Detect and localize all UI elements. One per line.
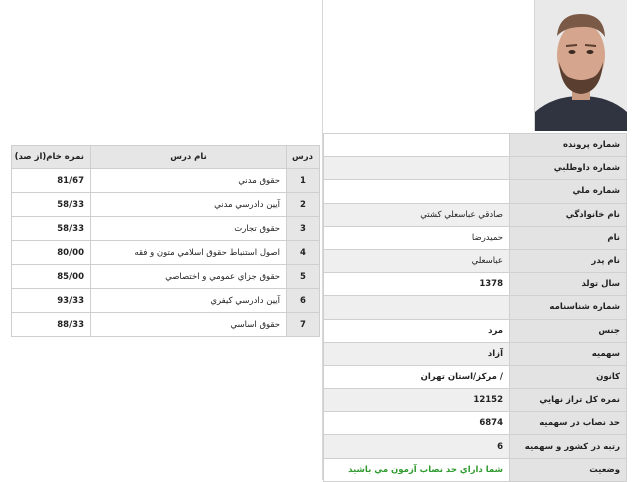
- table-row: [12, 265, 320, 289]
- table-row: [324, 296, 627, 319]
- field-value-birth-year: 1378: [324, 273, 510, 296]
- field-value-first-name: حميدرضا: [324, 226, 510, 249]
- course-score: 85/00: [12, 265, 91, 289]
- table-row: [324, 458, 627, 481]
- field-label-last-name: نام خانوادگي: [510, 203, 627, 226]
- person-photo-icon: [535, 0, 627, 131]
- table-row: [324, 365, 627, 388]
- table-row: [324, 412, 627, 435]
- field-label-bar-center: كانون: [510, 365, 627, 388]
- header-course-number: درس: [287, 146, 320, 169]
- course-score: 80/00: [12, 241, 91, 265]
- table-row: [324, 273, 627, 296]
- table-row: [324, 319, 627, 342]
- table-row: [12, 217, 320, 241]
- course-name: آيين دادرسي مدني: [91, 193, 287, 217]
- course-number: 5: [287, 265, 320, 289]
- field-value-rank: 6: [324, 435, 510, 458]
- course-score: 81/67: [12, 169, 91, 193]
- field-value-last-name: صادقي عباسعلي كشتي: [324, 203, 510, 226]
- field-label-applicant-number: شماره داوطلبي: [510, 157, 627, 180]
- field-label-final-score: نمره كل تراز نهايي: [510, 389, 627, 412]
- table-row: [12, 289, 320, 313]
- candidate-info-table: [323, 133, 627, 482]
- table-row: [324, 157, 627, 180]
- table-row: [324, 435, 627, 458]
- table-row: [12, 193, 320, 217]
- field-value-id-card-number: [324, 296, 510, 319]
- candidate-photo: [534, 0, 627, 131]
- field-label-national-id: شماره ملي: [510, 180, 627, 203]
- field-value-bar-center: / مركز/استان تهران: [324, 365, 510, 388]
- course-number: 3: [287, 217, 320, 241]
- field-label-id-card-number: شماره شناسنامه: [510, 296, 627, 319]
- course-score: 58/33: [12, 217, 91, 241]
- field-label-father-name: نام پدر: [510, 249, 627, 272]
- field-value-applicant-number: [324, 157, 510, 180]
- header-raw-score: نمره خام(از صد): [12, 146, 91, 169]
- course-scores-table: [11, 145, 320, 337]
- course-name: اصول استنباط حقوق اسلامي متون و فقه: [91, 241, 287, 265]
- table-row: [324, 342, 627, 365]
- table-row: [324, 134, 627, 157]
- course-name: حقوق مدني: [91, 169, 287, 193]
- course-number: 7: [287, 313, 320, 337]
- field-value-final-score: 12152: [324, 389, 510, 412]
- field-value-quota-threshold: 6874: [324, 412, 510, 435]
- field-label-gender: جنس: [510, 319, 627, 342]
- course-number: 4: [287, 241, 320, 265]
- course-score: 93/33: [12, 289, 91, 313]
- field-value-file-number: [324, 134, 510, 157]
- course-score: 58/33: [12, 193, 91, 217]
- course-name: حقوق تجارت: [91, 217, 287, 241]
- field-value-gender: مرد: [324, 319, 510, 342]
- course-table-header: [12, 146, 320, 169]
- field-value-father-name: عباسعلي: [324, 249, 510, 272]
- status-message: شما داراي حد نصاب آزمون مي باشيد: [324, 458, 510, 481]
- field-label-first-name: نام: [510, 226, 627, 249]
- field-label-birth-year: سال تولد: [510, 273, 627, 296]
- course-name: حقوق جزاي عمومي و اختصاصي: [91, 265, 287, 289]
- course-score: 88/33: [12, 313, 91, 337]
- table-row: [12, 241, 320, 265]
- field-value-national-id: [324, 180, 510, 203]
- field-value-quota: آزاد: [324, 342, 510, 365]
- field-label-rank: رتبه در كشور و سهميه: [510, 435, 627, 458]
- course-name: حقوق اساسي: [91, 313, 287, 337]
- field-label-quota-threshold: حد نصاب در سهميه: [510, 412, 627, 435]
- course-number: 2: [287, 193, 320, 217]
- table-row: [324, 249, 627, 272]
- course-name: آيين دادرسي كيفري: [91, 289, 287, 313]
- header-course-name: نام درس: [91, 146, 287, 169]
- course-number: 1: [287, 169, 320, 193]
- table-row: [324, 203, 627, 226]
- table-row: [324, 226, 627, 249]
- table-row: [12, 313, 320, 337]
- course-number: 6: [287, 289, 320, 313]
- table-row: [12, 169, 320, 193]
- table-row: [324, 389, 627, 412]
- field-label-status: وضعيت: [510, 458, 627, 481]
- field-label-file-number: شماره پرونده: [510, 134, 627, 157]
- table-row: [324, 180, 627, 203]
- field-label-quota: سهميه: [510, 342, 627, 365]
